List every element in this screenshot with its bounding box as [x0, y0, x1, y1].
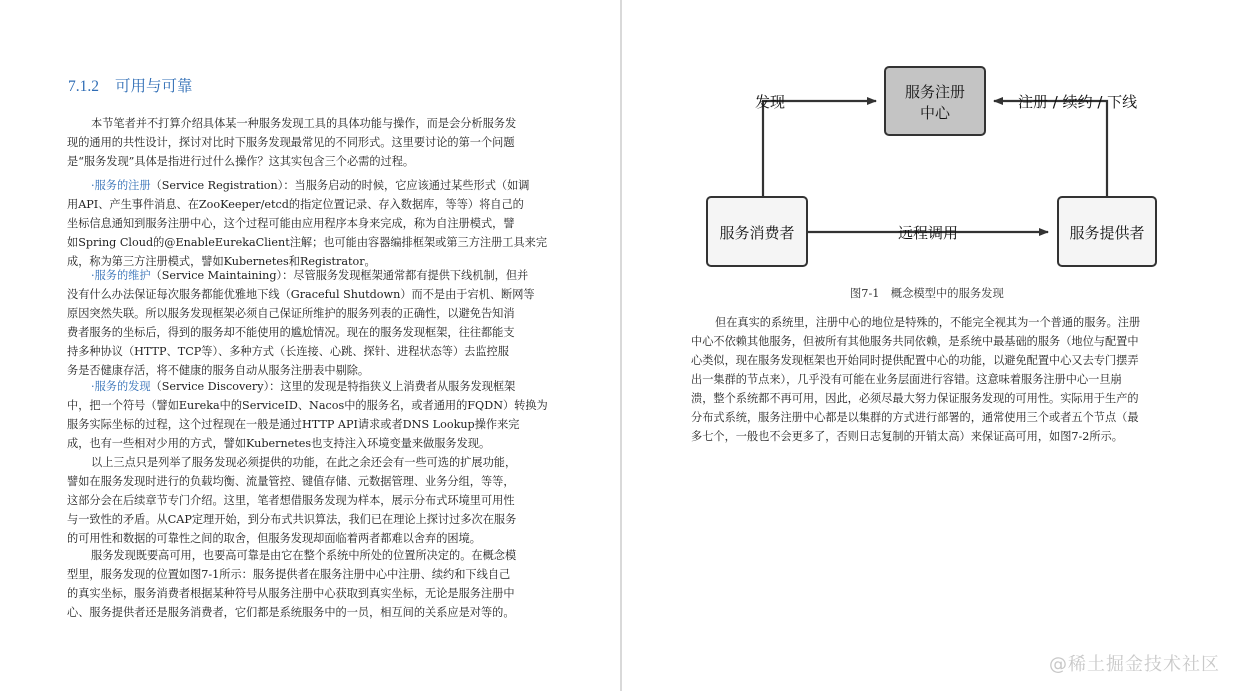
registry-node — [885, 67, 985, 135]
text-line: 的真实坐标，服务消费者根据某种符号从服务注册中心获取到真实坐标，无论是服务注册中 — [67, 587, 515, 600]
text-line — [67, 266, 551, 285]
optional-features-paragraph — [67, 453, 551, 548]
register-arrow — [994, 101, 1107, 197]
bullet-dot: · — [91, 179, 95, 192]
text-line: 服务实际坐标的过程，这个过程现在一般是通过HTTP API请求或者DNS Lookup操作来完 — [67, 418, 520, 431]
text-line: 是“服务发现”具体是指进行过什么操作？这其实包含三个必需的过程。 — [67, 155, 415, 168]
watermark: @稀土掘金技术社区 — [1049, 654, 1220, 675]
registry-paragraph — [691, 313, 1191, 446]
text-line-content: 服务的发现（Service Discovery）：这里的发现是特指狭义上消费者从服务发现框架 — [94, 380, 516, 393]
text-line: 心类似，现在服务发现框架也开始同时提供配置中心的功能，以避免配置中心又去专门摆弄 — [691, 354, 1139, 367]
right-page — [622, 0, 1240, 691]
discover-label: 发现 — [755, 93, 786, 111]
text-line-content: 服务的维护（Service Maintaining）：尽管服务发现框架通常都有提供下线机制，但并 — [94, 269, 529, 282]
service-maintaining-paragraph — [67, 266, 551, 380]
provider-label: 服务提供者 — [1069, 224, 1145, 242]
text-line: 型里，服务发现的位置如图7-1所示：服务提供者在服务注册中心中注册、续约和下线自己 — [67, 568, 511, 581]
term-highlight: 服务的发现 — [94, 380, 151, 393]
text-line: 分布式系统，服务注册中心都是以集群的方式进行部署的，通常使用三个或者五个节点（最 — [691, 411, 1139, 424]
section-title — [68, 74, 193, 96]
text-line: 没有什么办法保证每次服务都能优雅地下线（Graceful Shutdown）而不是由于宕机、断网等 — [67, 288, 535, 301]
text-line: 用API、产生事件消息、在ZooKeeper/etcd的指定位置记录、存入数据库，等等）将自己的 — [67, 198, 524, 211]
term-highlight: 服务的维护 — [94, 269, 151, 282]
bullet-dot: · — [91, 380, 95, 393]
text-line: 中，把一个符号（譬如Eureka中的ServiceID、Nacos中的服务名，或者通用的FQDN）转换为 — [67, 399, 548, 412]
text-line: 溃，整个系统都不再可用，因此，必须尽最大努力保证服务发现的可用性。实际用于生产的 — [691, 392, 1139, 405]
intro-paragraph — [67, 114, 551, 171]
section-title-text: 可用与可靠 — [115, 78, 193, 95]
discover-arrow — [763, 101, 876, 197]
registry-label-line-1: 服务注册 — [904, 83, 966, 101]
text-line — [67, 377, 551, 396]
text-line: 持多种协议（HTTP、TCP等）、多种方式（长连接、心跳、探针、进程状态等）去监控服 — [67, 345, 509, 358]
remote-call-label: 远程调用 — [898, 224, 959, 242]
registry-label-line-2: 中心 — [919, 104, 951, 122]
consumer-label: 服务消费者 — [719, 224, 795, 242]
text-line: 如Spring Cloud的@EnableEurekaClient注解；也可能由容器编排框架或第三方注册工具来完 — [67, 236, 548, 249]
text-line: 这部分会在后续章节专门介绍。这里，笔者想借服务发现为样本，展示分布式环境里可用性 — [67, 494, 515, 507]
text-line: 多七个，一般也不会更多了，否则日志复制的开销太高）来保证高可用，如图7-2所示。 — [691, 430, 1123, 443]
text-line: 务是否健康存活，将不健康的服务自动从服务注册表中剔除。 — [67, 364, 370, 377]
text-line: 原因突然失联。所以服务发现框架必须自己保证所维护的服务列表的正确性，以避免告知消 — [67, 307, 515, 320]
term-highlight: 服务的注册 — [94, 179, 151, 192]
text-line: 以上三点只是列举了服务发现必须提供的功能，在此之余还会有一些可选的扩展功能， — [91, 456, 517, 469]
text-line: 譬如在服务发现时进行的负载均衡、流量管控、键值存储、元数据管理、业务分组，等等， — [67, 475, 515, 488]
register-label: 注册 / 续约 / 下线 — [1018, 93, 1138, 111]
text-line: 成，称为第三方注册模式，譬如Kubernetes和Registrator。 — [67, 255, 376, 268]
text-line: 心、服务提供者还是服务消费者，它们都是系统服务中的一员，相互间的关系应是对等的。 — [67, 606, 515, 619]
bullet-dot: · — [91, 269, 95, 282]
text-line — [67, 176, 551, 195]
section-number: 7.1.2 — [68, 78, 99, 95]
text-line: 的可用性和数据的可靠性之间的取舍，但服务发现却面临着两者都难以舍弃的困境。 — [67, 532, 481, 545]
text-line: 现的通用的共性设计，探讨对比时下服务发现最常见的不同形式。这里要讨论的第一个问题 — [67, 136, 515, 149]
text-line: 坐标信息通知到服务注册中心，这个过程可能由应用程序本身来完成，称为自注册模式，譬 — [67, 217, 515, 230]
availability-paragraph — [67, 546, 551, 622]
figure-caption: 图7-1 概念模型中的服务发现 — [850, 287, 1004, 300]
service-registration-paragraph — [67, 176, 551, 271]
service-discovery-paragraph — [67, 377, 551, 453]
service-discovery-diagram — [622, 40, 1240, 280]
text-line: 服务发现既要高可用，也要高可靠是由它在整个系统中所处的位置所决定的。在概念模 — [91, 549, 517, 562]
text-line: 本节笔者并不打算介绍具体某一种服务发现工具的具体功能与操作，而是会分析服务发 — [91, 117, 517, 130]
text-line: 中心不依赖其他服务，但被所有其他服务共同依赖，是系统中最基础的服务（地位与配置中 — [691, 335, 1139, 348]
text-line: 但在真实的系统里，注册中心的地位是特殊的，不能完全视其为一个普通的服务。注册 — [715, 316, 1141, 329]
text-line: 出一集群的节点来），几乎没有可能在业务层面进行容错。这意味着服务注册中心一旦崩 — [691, 373, 1122, 386]
text-line: 成，也有一些相对少用的方式，譬如Kubernetes也支持注入环境变量来做服务发现。 — [67, 437, 491, 450]
text-line-content: 服务的注册（Service Registration）：当服务启动的时候，它应该通过某些形式（如调 — [94, 179, 530, 192]
text-line: 费者服务的坐标后，得到的服务却不能使用的尴尬情况。现在的服务发现框架，往往都能支 — [67, 326, 515, 339]
text-line: 与一致性的矛盾。从CAP定理开始，到分布式共识算法，我们已在理论上探讨过多次在服务 — [67, 513, 517, 526]
